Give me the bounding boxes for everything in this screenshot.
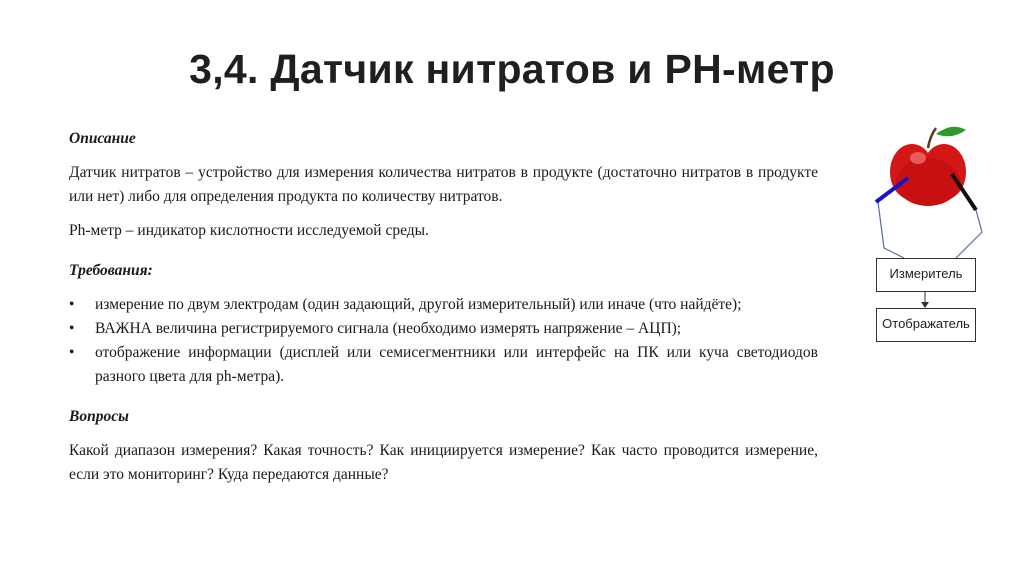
description-paragraph: Датчик нитратов – устройство для измерения количества нитратов в продукте (достаточно нитратов в продукте или нет) либо для определения продукта по количеству нитратов. <box>69 164 818 205</box>
wire-right <box>956 210 982 258</box>
questions-heading: Вопросы <box>69 408 129 425</box>
apple-icon <box>890 127 966 206</box>
requirement-item <box>69 293 818 317</box>
bullet-icon: • <box>69 320 75 337</box>
requirement-item <box>69 317 818 341</box>
bullet-icon: • <box>69 296 75 313</box>
slide-title: 3,4. Датчик нитратов и PH-метр <box>189 46 835 92</box>
bullet-icon: • <box>69 344 75 361</box>
slide-content <box>69 127 818 497</box>
requirement-item <box>69 341 818 389</box>
requirement-text: измерение по двум электродам (один задающий, другой измерительный) или иначе (что найдёте); <box>95 296 742 313</box>
questions-paragraph: Какой диапазон измерения? Какая точность? Как инициируется измерение? Как часто проводится измерение, если это мониторинг? Куда передаются данные? <box>69 442 818 483</box>
sensor-diagram <box>860 120 1000 350</box>
requirement-text: отображение информации (дисплей или семисегментники или интерфейс на ПК или куча светодиодов разного цвета для ph-метра). <box>95 344 818 385</box>
display-box: Отображатель <box>876 308 976 342</box>
description-heading: Описание <box>69 130 136 147</box>
phmeter-paragraph: Ph-метр – индикатор кислотности исследуемой среды. <box>69 222 429 239</box>
wire-left <box>878 202 904 258</box>
meter-box: Измеритель <box>876 258 976 292</box>
requirement-text: ВАЖНА величина регистрируемого сигнала (необходимо измерять напряжение – АЦП); <box>95 320 682 337</box>
requirements-heading: Требования: <box>69 262 153 279</box>
requirements-list <box>69 293 818 389</box>
